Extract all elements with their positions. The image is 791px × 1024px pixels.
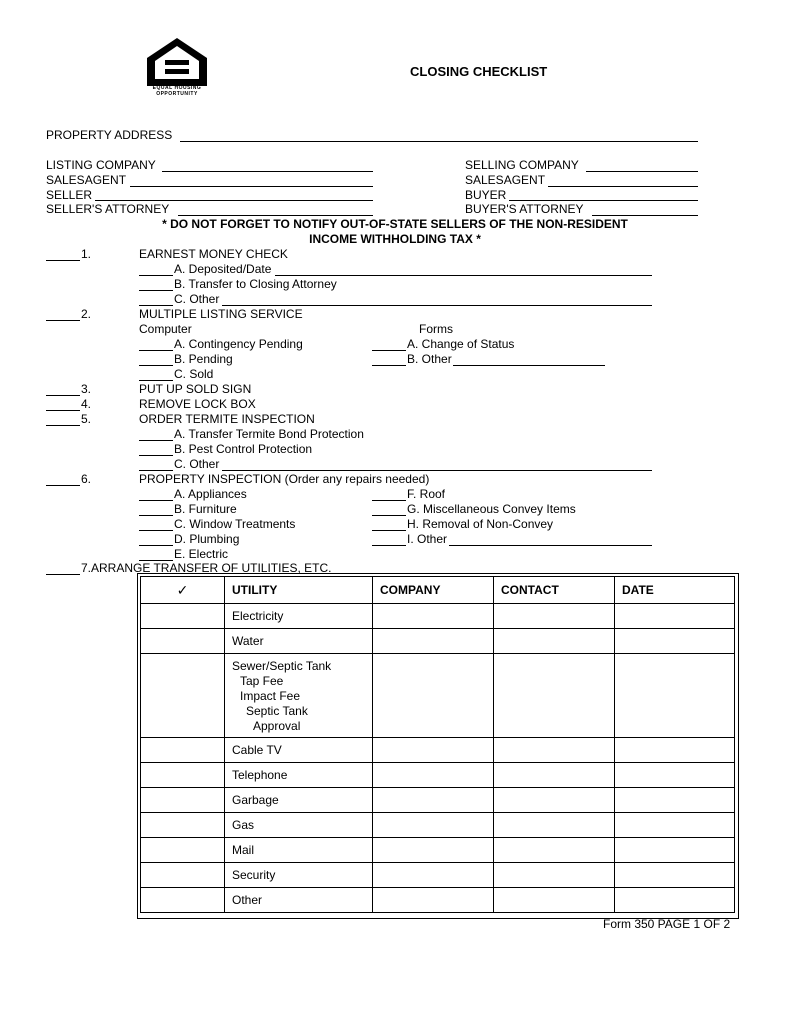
- property-address-field[interactable]: [180, 141, 698, 142]
- item-2-check[interactable]: [46, 320, 80, 321]
- buyers-attorney-label: BUYER'S ATTORNEY: [465, 202, 584, 216]
- notice-line1: * DO NOT FORGET TO NOTIFY OUT-OF-STATE SELLERS OF THE NON-RESIDENT: [162, 217, 628, 231]
- buyers-attorney-field[interactable]: [592, 215, 698, 216]
- contact-cell[interactable]: [494, 888, 615, 913]
- logo-text: [140, 85, 214, 97]
- item-2b-label: B. Pending: [174, 352, 233, 366]
- table-row-telephone: [141, 763, 735, 788]
- item-7-title: 7.ARRANGE TRANSFER OF UTILITIES, ETC.: [81, 561, 332, 575]
- selling-company-label: SELLING COMPANY: [465, 158, 579, 172]
- utility-water: Water: [232, 634, 264, 648]
- item-5-check[interactable]: [46, 425, 80, 426]
- item-6h-label: H. Removal of Non-Convey: [407, 517, 554, 531]
- contact-cell[interactable]: [494, 604, 615, 629]
- table-row-gas: [141, 813, 735, 838]
- item-6g-label: G. Miscellaneous Convey Items: [407, 502, 576, 516]
- table-row-water: [141, 629, 735, 654]
- utility-garbage: Garbage: [232, 793, 279, 807]
- item-6i-check[interactable]: [372, 545, 406, 546]
- item-2-title: MULTIPLE LISTING SERVICE: [139, 307, 303, 321]
- table-row-cable: [141, 738, 735, 763]
- item-2a-check[interactable]: [139, 350, 173, 351]
- form-footer: Form 350 PAGE 1 OF 2: [603, 917, 731, 931]
- utility-cell: [225, 788, 373, 813]
- utility-cell: [225, 604, 373, 629]
- item-2fb-field[interactable]: [453, 365, 605, 366]
- utility-header: [225, 577, 373, 604]
- utility-cable: Cable TV: [232, 743, 282, 757]
- salesagent-left-field[interactable]: [130, 186, 373, 187]
- utility-gas: Gas: [232, 818, 255, 832]
- company-cell[interactable]: [373, 604, 494, 629]
- item-2fb-check[interactable]: [372, 365, 406, 366]
- check-cell[interactable]: [141, 888, 225, 913]
- company-cell[interactable]: [373, 788, 494, 813]
- date-cell[interactable]: [615, 838, 735, 863]
- company-cell[interactable]: [373, 838, 494, 863]
- utility-cell: [225, 763, 373, 788]
- check-cell[interactable]: [141, 738, 225, 763]
- item-6g-check[interactable]: [372, 515, 406, 516]
- item-6f-check[interactable]: [372, 500, 406, 501]
- contact-cell[interactable]: [494, 763, 615, 788]
- item-4-number: 4.: [81, 397, 92, 411]
- check-header: ✓: [141, 577, 225, 604]
- item-4-check[interactable]: [46, 410, 80, 411]
- logo-text-line1: EQUAL HOUSING: [152, 85, 202, 91]
- check-cell[interactable]: [141, 604, 225, 629]
- item-1b-check[interactable]: [139, 290, 173, 291]
- item-5-title: ORDER TERMITE INSPECTION: [139, 412, 315, 426]
- item-1a-check[interactable]: [139, 275, 173, 276]
- item-1-title: EARNEST MONEY CHECK: [139, 247, 288, 261]
- item-6-number: 6.: [81, 472, 92, 486]
- property-address-label: PROPERTY ADDRESS: [46, 128, 173, 142]
- item-5c-field[interactable]: [222, 470, 652, 471]
- check-cell[interactable]: [141, 629, 225, 654]
- item-2b-check[interactable]: [139, 365, 173, 366]
- buyer-label: BUYER: [465, 188, 507, 202]
- item-2c-check[interactable]: [139, 380, 173, 381]
- item-5a-label: A. Transfer Termite Bond Protection: [174, 427, 364, 441]
- item-5c-check[interactable]: [139, 470, 173, 471]
- salesagent-left-label: SALESAGENT: [46, 173, 127, 187]
- company-header-text: COMPANY: [380, 582, 441, 597]
- contact-cell[interactable]: [494, 788, 615, 813]
- company-cell[interactable]: [373, 763, 494, 788]
- company-header: [373, 577, 494, 604]
- selling-company-field[interactable]: [586, 171, 698, 172]
- item-6-title: PROPERTY INSPECTION (Order any repairs needed): [139, 472, 430, 486]
- utility-cell: [225, 838, 373, 863]
- item-6d-label: D. Plumbing: [174, 532, 240, 546]
- utility-table: [140, 576, 735, 913]
- contact-cell[interactable]: [494, 654, 615, 738]
- date-cell[interactable]: [615, 738, 735, 763]
- sellers-attorney-label: SELLER'S ATTORNEY: [46, 202, 170, 216]
- date-cell[interactable]: [615, 813, 735, 838]
- item-6a-label: A. Appliances: [174, 487, 247, 501]
- item-3-check[interactable]: [46, 395, 80, 396]
- utility-other: Other: [232, 893, 263, 907]
- item-2fa-check[interactable]: [372, 350, 406, 351]
- item-6c-label: C. Window Treatments: [174, 517, 296, 531]
- item-6e-label: E. Electric: [174, 547, 229, 561]
- utility-approval: Approval: [253, 719, 301, 733]
- item-2a-label: A. Contingency Pending: [174, 337, 303, 351]
- item-1-number: 1.: [81, 247, 92, 261]
- contact-header: [494, 577, 615, 604]
- company-cell[interactable]: [373, 888, 494, 913]
- buyer-field[interactable]: [509, 200, 698, 201]
- utility-mail: Mail: [232, 843, 255, 857]
- check-cell[interactable]: [141, 763, 225, 788]
- company-cell[interactable]: [373, 738, 494, 763]
- date-cell[interactable]: [615, 888, 735, 913]
- item-5c-label: C. Other: [174, 457, 220, 471]
- item-1b-label: B. Transfer to Closing Attorney: [174, 277, 337, 291]
- listing-company-label: LISTING COMPANY: [46, 158, 156, 172]
- contact-cell[interactable]: [494, 838, 615, 863]
- item-2fb-label: B. Other: [407, 352, 452, 366]
- utility-cell: [225, 863, 373, 888]
- utility-septic-tank: Septic Tank: [246, 704, 308, 718]
- item-1a-label: A. Deposited/Date: [174, 262, 272, 276]
- item-3-number: 3.: [81, 382, 92, 396]
- item-5b-check[interactable]: [139, 455, 173, 456]
- item-6-check[interactable]: [46, 485, 80, 486]
- utility-header-text: UTILITY: [232, 582, 278, 597]
- item-6b-check[interactable]: [139, 515, 173, 516]
- table-row-electricity: [141, 604, 735, 629]
- item-1c-check[interactable]: [139, 305, 173, 306]
- contact-header-text: CONTACT: [501, 582, 559, 597]
- seller-label: SELLER: [46, 188, 93, 202]
- salesagent-right-field[interactable]: [548, 186, 698, 187]
- item-2-number: 2.: [81, 307, 92, 321]
- company-cell[interactable]: [373, 654, 494, 738]
- item-4-title: REMOVE LOCK BOX: [139, 397, 256, 411]
- item-6c-check[interactable]: [139, 530, 173, 531]
- utility-cell: [225, 738, 373, 763]
- contact-cell[interactable]: [494, 863, 615, 888]
- utility-sewer: Sewer/Septic Tank: [232, 659, 332, 673]
- table-row-garbage: [141, 788, 735, 813]
- date-cell[interactable]: [615, 654, 735, 738]
- table-row-sewer: [141, 654, 735, 738]
- item-1c-field[interactable]: [222, 305, 652, 306]
- check-cell[interactable]: [141, 863, 225, 888]
- date-cell[interactable]: [615, 763, 735, 788]
- computer-label: Computer: [139, 322, 192, 336]
- utility-cell: [225, 654, 373, 738]
- item-5-number: 5.: [81, 412, 92, 426]
- check-cell[interactable]: [141, 813, 225, 838]
- item-5a-check[interactable]: [139, 440, 173, 441]
- logo-text-line2: OPPORTUNITY: [156, 91, 198, 97]
- check-cell[interactable]: [141, 838, 225, 863]
- item-6a-check[interactable]: [139, 500, 173, 501]
- utility-cell: [225, 813, 373, 838]
- utility-impact-fee: Impact Fee: [240, 689, 301, 703]
- contact-cell[interactable]: [494, 738, 615, 763]
- seller-field[interactable]: [95, 200, 373, 201]
- utility-security: Security: [232, 868, 276, 882]
- item-1-check[interactable]: [46, 260, 80, 261]
- item-7-check[interactable]: [46, 574, 80, 575]
- date-cell[interactable]: [615, 863, 735, 888]
- salesagent-right-label: SALESAGENT: [465, 173, 546, 187]
- utility-cell: [225, 888, 373, 913]
- company-cell[interactable]: [373, 813, 494, 838]
- forms-label: Forms: [419, 322, 453, 336]
- item-1c-label: C. Other: [174, 292, 220, 306]
- item-6b-label: B. Furniture: [174, 502, 237, 516]
- item-3-title: PUT UP SOLD SIGN: [139, 382, 252, 396]
- table-row-security: [141, 863, 735, 888]
- date-header-text: DATE: [622, 582, 654, 597]
- check-cell[interactable]: [141, 788, 225, 813]
- page-title: CLOSING CHECKLIST: [410, 64, 548, 79]
- item-6i-label: I. Other: [407, 532, 448, 546]
- item-2fa-label: A. Change of Status: [407, 337, 515, 351]
- item-6d-check[interactable]: [139, 545, 173, 546]
- contact-cell[interactable]: [494, 813, 615, 838]
- item-1a-field[interactable]: [275, 275, 652, 276]
- table-row-other: [141, 888, 735, 913]
- item-6i-field[interactable]: [449, 545, 652, 546]
- company-cell[interactable]: [373, 863, 494, 888]
- sellers-attorney-field[interactable]: [178, 215, 373, 216]
- item-2c-label: C. Sold: [174, 367, 214, 381]
- check-cell[interactable]: [141, 654, 225, 738]
- company-cell[interactable]: [373, 629, 494, 654]
- item-5b-label: B. Pest Control Protection: [174, 442, 313, 456]
- utility-header-row: [141, 577, 735, 604]
- contact-cell[interactable]: [494, 629, 615, 654]
- table-row-mail: [141, 838, 735, 863]
- date-cell[interactable]: [615, 604, 735, 629]
- item-6f-label: F. Roof: [407, 487, 446, 501]
- notice-line2: INCOME WITHHOLDING TAX *: [309, 232, 481, 246]
- utility-telephone: Telephone: [232, 768, 288, 782]
- listing-company-field[interactable]: [162, 171, 373, 172]
- date-header: [615, 577, 735, 604]
- date-cell[interactable]: [615, 629, 735, 654]
- item-6h-check[interactable]: [372, 530, 406, 531]
- utility-electricity: Electricity: [232, 609, 284, 623]
- date-cell[interactable]: [615, 788, 735, 813]
- utility-tap-fee: Tap Fee: [240, 674, 284, 688]
- utility-cell: [225, 629, 373, 654]
